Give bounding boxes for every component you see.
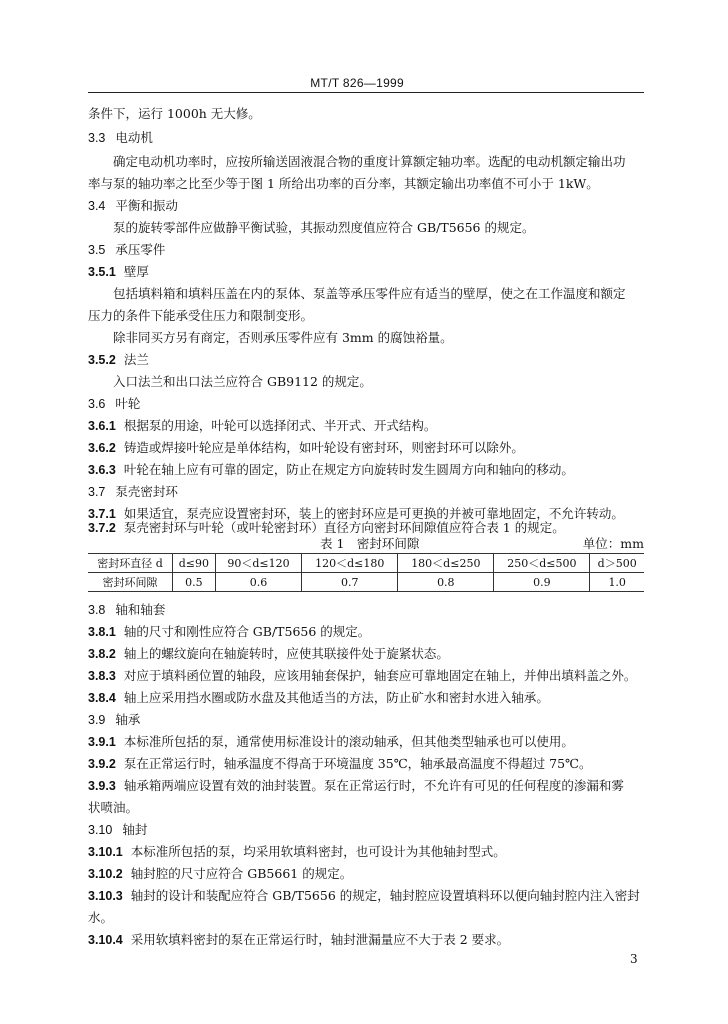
table-cell: 90＜d≤120 <box>215 554 302 573</box>
section-heading-3-5: 3.5 承压零件 <box>88 242 166 257</box>
page-header <box>88 74 644 94</box>
clause-3-8-3: 3.8.3 对应于填料函位置的轴段，应该用轴套保护，轴套应可靠地固定在轴上，并伸出填料盖之外。 <box>88 668 637 683</box>
table-cell: 0.6 <box>215 573 302 592</box>
section-heading-3-8: 3.8 轴和轴套 <box>88 602 166 617</box>
table-cell: 密封环间隙 <box>88 573 173 592</box>
section-heading-3-5-2: 3.5.2 法兰 <box>88 352 149 367</box>
header-rule <box>88 92 644 93</box>
body-text-line: 入口法兰和出口法兰应符合 GB9112 的规定。 <box>113 374 372 389</box>
clause-3-8-4: 3.8.4 轴上应采用挡水圈或防水盘及其他适当的方法，防止矿水和密封水进入轴承。 <box>88 690 549 705</box>
table-cell: 180＜d≤250 <box>398 554 494 573</box>
body-text-line: 包括填料箱和填料压盖在内的泵体、泵盖等承压零件应有适当的壁厚，使之在工作温度和额定 <box>113 286 626 301</box>
table-cell: d≤90 <box>173 554 216 573</box>
section-heading-3-6: 3.6 叶轮 <box>88 396 141 411</box>
table-cell: 120＜d≤180 <box>302 554 398 573</box>
clause-3-8-1: 3.8.1 轴的尺寸和刚性应符合 GB/T5656 的规定。 <box>88 624 371 639</box>
clause-3-6-1: 3.6.1 根据泵的用途，叶轮可以选择闭式、半开式、开式结构。 <box>88 418 437 433</box>
table-cell: 1.0 <box>590 573 644 592</box>
clause-3-7-1: 3.7.1 如果适宜，泵壳应设置密封环，装上的密封环应是可更换的并被可靠地固定，不允许转动。 <box>88 506 624 521</box>
clause-3-10-4: 3.10.4 采用软填料密封的泵在正常运行时，轴封泄漏量应不大于表 2 要求。 <box>88 932 510 947</box>
section-heading-3-7: 3.7 泵壳密封环 <box>88 484 178 499</box>
table-cell: 0.9 <box>494 573 590 592</box>
clause-3-6-3: 3.6.3 叶轮在轴上应有可靠的固定，防止在规定方向旋转时发生圆周方向和轴向的移动。 <box>88 462 574 477</box>
body-text-line: 压力的条件下能承受住压力和限制变形。 <box>88 308 314 323</box>
table-cell: 密封环直径 d <box>88 554 173 573</box>
section-heading-3-3: 3.3 电动机 <box>88 130 153 145</box>
clause-3-9-3: 3.9.3 轴承箱两端应设置有效的油封装置。泵在正常运行时，不允许有可见的任何程度的渗漏和雾 <box>88 778 624 793</box>
table-cell: 0.5 <box>173 573 216 592</box>
clause-3-9-1: 3.9.1 本标准所包括的泵，通常使用标准设计的滚动轴承，但其他类型轴承也可以使用。 <box>88 734 574 749</box>
clause-3-8-2: 3.8.2 轴上的螺纹旋向在轴旋转时，应使其联接件处于旋紧状态。 <box>88 646 449 661</box>
clause-3-10-3: 3.10.3 轴封的设计和装配应符合 GB/T5656 的规定，轴封腔应设置填料环以便向轴封腔内注入密封 <box>88 888 640 903</box>
clause-3-7-2: 3.7.2 泵壳密封环与叶轮（或叶轮密封环）直径方向密封环间隙值应符合表 1 的规定。 <box>88 520 565 535</box>
table-cell: 0.8 <box>398 573 494 592</box>
page-number: 3 <box>630 952 638 966</box>
body-text-line: 泵的旋转零部件应做静平衡试验，其振动烈度值应符合 GB/T5656 的规定。 <box>113 220 535 235</box>
clause-3-9-2: 3.9.2 泵在正常运行时，轴承温度不得高于环境温度 35℃，轴承最高温度不得超过 75℃。 <box>88 756 592 771</box>
table-cell: 250＜d≤500 <box>494 554 590 573</box>
table-1-title: 表 1 密封环间隙 <box>320 536 420 551</box>
body-text-line: 状喷油。 <box>88 800 139 815</box>
section-heading-3-5-1: 3.5.1 壁厚 <box>88 264 149 279</box>
section-heading-3-9: 3.9 轴承 <box>88 712 141 727</box>
clause-3-10-2: 3.10.2 轴封腔的尺寸应符合 GB5661 的规定。 <box>88 866 353 881</box>
table-cell: d＞500 <box>590 554 644 573</box>
table-1-caption-row <box>88 534 644 550</box>
table-1-unit: 单位：mm <box>582 536 644 551</box>
clause-3-10-1: 3.10.1 本标准所包括的泵，均采用软填料密封，也可设计为其他轴封型式。 <box>88 844 506 859</box>
body-text-line: 除非同买方另有商定，否则承压零件应有 3mm 的腐蚀裕量。 <box>113 330 453 345</box>
body-text-line: 率与泵的轴功率之比至少等于图 1 所给出功率的百分率，其额定输出功率值不可小于 1kW。 <box>88 176 599 191</box>
body-text-line: 条件下，运行 1000h 无大修。 <box>88 106 261 121</box>
body-text-line: 水。 <box>88 910 114 925</box>
section-heading-3-4: 3.4 平衡和振动 <box>88 198 178 213</box>
section-heading-3-10: 3.10 轴封 <box>88 822 148 837</box>
clause-3-6-2: 3.6.2 铸造或焊接叶轮应是单体结构，如叶轮设有密封环，则密封环可以除外。 <box>88 440 524 455</box>
standard-code: MT/T 826—1999 <box>310 76 404 90</box>
table-cell: 0.7 <box>302 573 398 592</box>
table-row <box>88 573 644 592</box>
table-row <box>88 554 644 573</box>
seal-ring-clearance-table <box>88 553 644 592</box>
body-text-line: 确定电动机功率时，应按所输送固液混合物的重度计算额定轴功率。选配的电动机额定输出功 <box>113 154 626 169</box>
